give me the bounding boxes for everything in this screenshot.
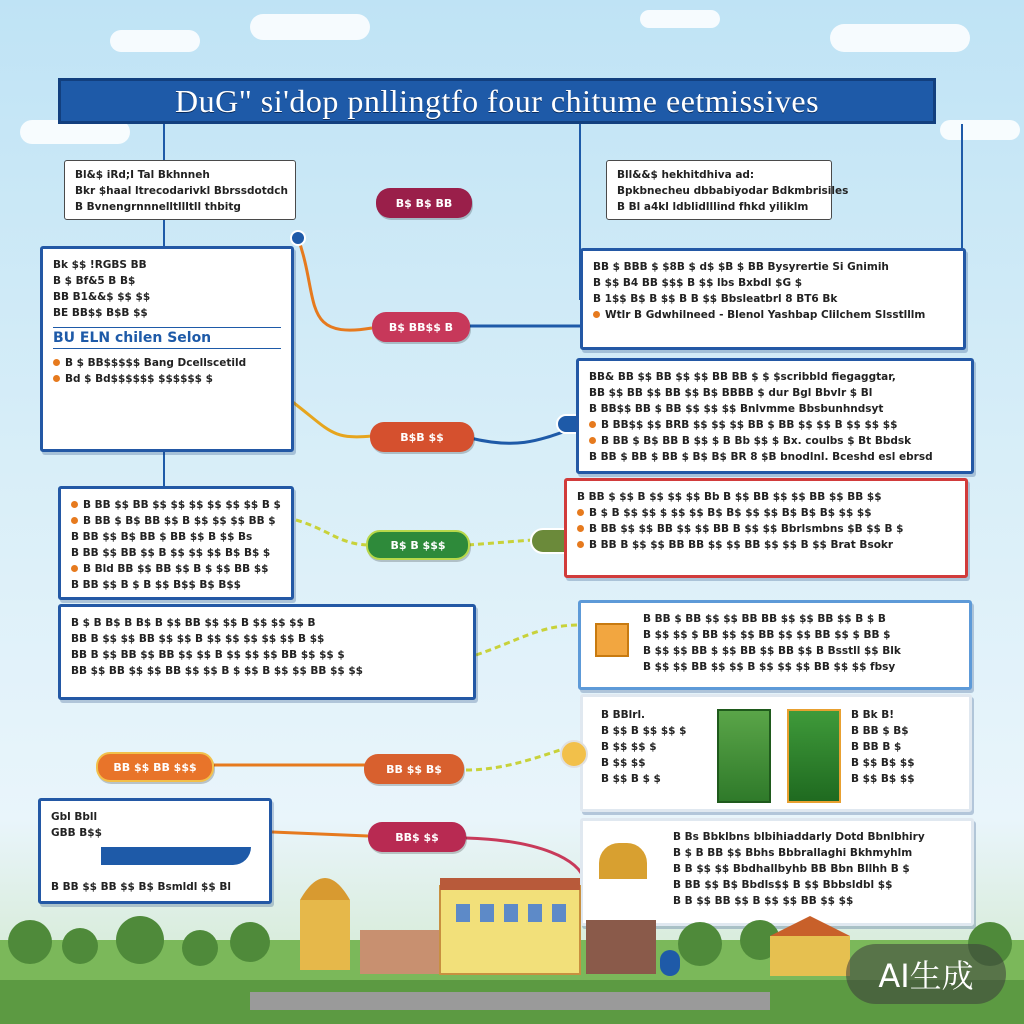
box-line: GBB B$$ [51, 827, 102, 839]
step-pill [366, 530, 470, 560]
box-line: BB $$ BB $$ BB $$ B$ BBBB $ dur Bgl Bbvlr $ Bl [589, 387, 873, 399]
step-pill [376, 188, 472, 218]
box-line: B BB$$ $$ BRB $$ $$ $$ BB $ BB $$ $$ B $$ $$ $$ [589, 417, 961, 433]
box-line: Bl&$ iRd;I Tal Bkhnneh [75, 169, 210, 181]
box-line: B BB $$ BB $$ $$ $$ $$ $$ $$ B $ [71, 497, 281, 513]
box-line: BB B1&&$ $$ $$ [53, 291, 151, 303]
box-line: B BB $$ BB $$ B$ Bsmldl $$ Bl [51, 881, 231, 893]
box-line: B Bs Bbklbns blbihiaddarly Dotd Bbnlbhiry [673, 831, 925, 843]
step-pill [368, 822, 466, 852]
step-pill [372, 312, 470, 342]
bullet-icon [53, 359, 60, 366]
bullet-icon [577, 525, 584, 532]
title-banner [58, 78, 936, 124]
box-line: B $$ B $$ $$ $ [601, 725, 687, 737]
box-line: B B $$ $$ Bbdhallbyhb BB Bbn Bllhh B $ [673, 863, 910, 875]
box-line: BB B $$ BB $$ BB $$ $$ B $$ $$ $$ BB $$ $$ $ [71, 649, 345, 661]
box-line: B $$ B$ $$ [851, 773, 915, 785]
box-line: B BB $ BB $ BB $ B$ B$ BR 8 $B bnodlnl. Bceshd esl ebrsd [589, 451, 933, 463]
box-line: B BB $ $$ B $$ $$ $$ Bb B $$ BB $$ $$ BB $$ BB $$ [577, 491, 882, 503]
box-line: B BB $$ BB $$ B $$ $$ $$ B$ B$ $ [71, 547, 271, 559]
info-box-left-3 [58, 604, 476, 700]
box-line: B BB $$ B $ B $$ B$$ B$ B$$ [71, 579, 241, 591]
pill-label: B$ B$ BB [395, 196, 453, 210]
box-line: B BB B $ [851, 741, 902, 753]
box-line: B $$ $$ [601, 757, 646, 769]
bullet-icon [71, 565, 78, 572]
box-line: B BB $$ B$ Bbdls$$ B $$ Bbbsldbl $$ [673, 879, 893, 891]
pill-label: B$ B $$$ [390, 538, 446, 552]
info-box-right-3 [564, 478, 968, 578]
box-line: B Bl a4kl ldblidlllind fhkd yiliklm [617, 201, 809, 213]
bullet-icon [53, 375, 60, 382]
box-line: B $$ B4 BB $$$ B $$ lbs Bxbdl $G $ [593, 277, 803, 289]
box-line: B $ B B$ B B$ B $$ BB $$ $$ B $$ $$ $$ B [71, 617, 316, 629]
box-line: B $ Bf&5 B B$ [53, 275, 136, 287]
box-line: Bd $ Bd$$$$$$ $$$$$$ $ [53, 371, 281, 387]
box-line: B $$ $$ $ BB $$ $$ BB $$ $$ BB $$ $ BB $ [643, 629, 891, 641]
box-line: Gbl Bbll [51, 811, 98, 823]
box-line: B $ B BB $$ Bbhs Bbbrallaghi Bkhmyhlm [673, 847, 913, 859]
box-line: B BB $$ B$ BB $ BB $$ B $$ Bs [71, 531, 253, 543]
green-panel-image [717, 709, 771, 803]
box-line: B BB $ B$ BB B $$ $ B Bb $$ $ Bx. coulbs $ Bt Bbdsk [589, 433, 961, 449]
box-line: B $$ $$ BB $ $$ BB $$ BB $$ B Bsstll $$ Blk [643, 645, 901, 657]
info-box-right-5 [580, 694, 972, 812]
bullet-icon [577, 509, 584, 516]
box-line: BB B $$ $$ BB $$ $$ B $$ $$ $$ $$ $$ B $$ [71, 633, 325, 645]
info-box-top-right [606, 160, 849, 220]
pill-label: BB $$ BB $$$ [113, 760, 197, 774]
box-line: B BB$$ BB $ BB $$ $$ $$ Bnlvmme Bbsbunhndsyt [589, 403, 884, 415]
connector-node-icon [290, 230, 306, 246]
box-line: B BB $$ $$ BB $$ $$ BB B $$ $$ Bbrlsmbns $B $$ B $ [577, 521, 955, 537]
bullet-icon [71, 501, 78, 508]
box-line: Bk $$ !RGBS BB [53, 259, 147, 271]
chart-thumbnail-icon [595, 623, 629, 657]
box-line: B $$ $$ BB $$ $$ B $$ $$ $$ BB $$ $$ fbsy [643, 661, 896, 673]
info-box-right-4 [578, 600, 972, 690]
badge-label: AI生成 [878, 957, 974, 995]
box-line: B Bvnengrnnnelltllltll thbitg [75, 201, 241, 213]
box-line: BE BB$$ B$B $$ [53, 307, 148, 319]
step-pill [96, 752, 214, 782]
box-line: B BB B $$ $$ BB BB $$ $$ BB $$ $$ B $$ Brat Bsokr [577, 537, 955, 553]
box-line: B $ B $$ $$ $ $$ $$ B$ B$ $$ $$ B$ B$ B$ $$ $$ [577, 505, 955, 521]
box-line: B BB $ B$ BB $$ B $$ $$ $$ BB $ [71, 513, 281, 529]
box-line: Wtlr B Gdwhilneed - Blenol Yashbap Clilchem Slsstlllm [593, 307, 953, 323]
info-box-right-2 [576, 358, 974, 474]
box-line: B 1$$ B$ B $$ B B $$ Bbsleatbrl 8 BT6 Bk [593, 293, 838, 305]
pill-label: B$ BB$$ B [388, 320, 454, 334]
bullet-icon [71, 517, 78, 524]
box-line: BB& BB $$ BB $$ $$ BB BB $ $ $scribbld fiegaggtar, [589, 371, 896, 383]
info-box-top-left [64, 160, 296, 220]
box-line: B $$ B$ $$ [851, 757, 915, 769]
box-line: B BB $ BB $$ $$ BB BB $$ $$ BB $$ B $ B [643, 613, 886, 625]
box-line: Bpkbnecheu dbbabiyodar Bdkmbrisiles [617, 185, 849, 197]
bullet-icon [589, 437, 596, 444]
step-pill [370, 422, 474, 452]
bullet-icon [593, 311, 600, 318]
box-line: Bll&&$ hekhitdhiva ad: [617, 169, 755, 181]
info-box-left-1 [40, 246, 294, 452]
info-box-right-1 [580, 248, 966, 350]
box-line: B B $$ BB $$ B $$ $$ BB $$ $$ [673, 895, 854, 907]
step-pill [364, 754, 464, 784]
info-box-left-2 [58, 486, 294, 600]
pill-label: BB$ $$ [395, 830, 439, 844]
box-line: B $ BB$$$$$ Bang Dcellscetild [53, 355, 281, 371]
box-line: BB $$ BB $$ $$ BB $$ $$ B $ $$ B $$ $$ BB $$ $$ [71, 665, 363, 677]
box-line: B $$ B $ $ [601, 773, 661, 785]
box-line: B Bk B! [851, 709, 895, 721]
page-title: DuG" si'dop pnllingtfo four chitume eetmissives [174, 82, 820, 119]
box-line: Bkr $haal ltrecodarivkl Bbrssdotdch [75, 185, 289, 197]
box-line-highlight: BU ELN chilen Selon [53, 327, 281, 349]
box-line: B BBlrl. [601, 709, 646, 721]
box-line: B BB $ B$ [851, 725, 909, 737]
connector-node-icon [560, 740, 588, 768]
pill-label: B$B $$ [400, 430, 444, 444]
bullet-icon [589, 421, 596, 428]
box-line: B $$ $$ $ [601, 741, 657, 753]
green-panel-image [787, 709, 841, 803]
ai-generated-badge [846, 944, 1006, 1004]
box-line: BB $ BBB $ $8B $ d$ $B $ BB Bysyrertie Si Gnimih [593, 261, 889, 273]
pill-label: BB $$ B$ [386, 762, 442, 776]
bullet-icon [577, 541, 584, 548]
box-line: B Bld BB $$ BB $$ B $ $$ BB $$ [71, 561, 281, 577]
